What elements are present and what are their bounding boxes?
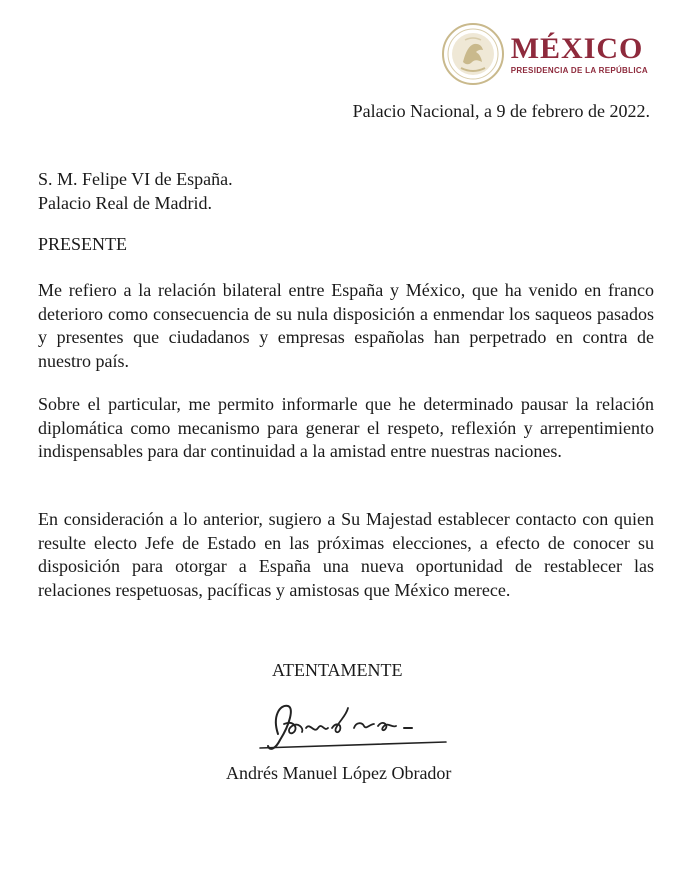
recipient-block	[38, 167, 233, 215]
date-line: Palacio Nacional, a 9 de febrero de 2022.	[352, 101, 650, 121]
salutation: PRESENTE	[38, 234, 128, 254]
paragraph-1: Me refiero a la relación bilateral entre España y México, que ha venido en franco deterioro como consecuencia de su nula disposición a enmendar los saqueos pasados y presentes que ciudadanos y empresas españolas han perpetrado en contra de nuestro país.	[38, 280, 654, 371]
recipient-name: S. M. Felipe VI de España.	[38, 169, 233, 189]
closing: ATENTAMENTE	[272, 660, 403, 680]
letterhead-subtitle: PRESIDENCIA DE LA REPÚBLICA	[510, 66, 648, 75]
paragraph-3: En consideración a lo anterior, sugiero a Su Majestad establecer contacto con quien resulte electo Jefe de Estado en las próximas elecciones, a efecto de conocer su disposición para otorgar a España una nueva oportunidad de restablecer las relaciones respetuosas, pacíficas y amistosas que México merece.	[38, 509, 654, 600]
signature-icon	[250, 694, 450, 758]
recipient-address: Palacio Real de Madrid.	[38, 193, 212, 213]
letterhead-brand	[511, 33, 648, 75]
signer-name: Andrés Manuel López Obrador	[226, 763, 452, 783]
letterhead	[441, 22, 648, 86]
letterhead-name: MÉXICO	[510, 32, 644, 65]
paragraph-2: Sobre el particular, me permito informarle que he determinado pausar la relación diplomática como mecanismo para generar el respeto, reflexión y arrepentimiento indispensables para dar continuidad a la amistad entre nuestras naciones.	[38, 394, 654, 462]
coat-of-arms-seal-icon	[441, 22, 505, 86]
